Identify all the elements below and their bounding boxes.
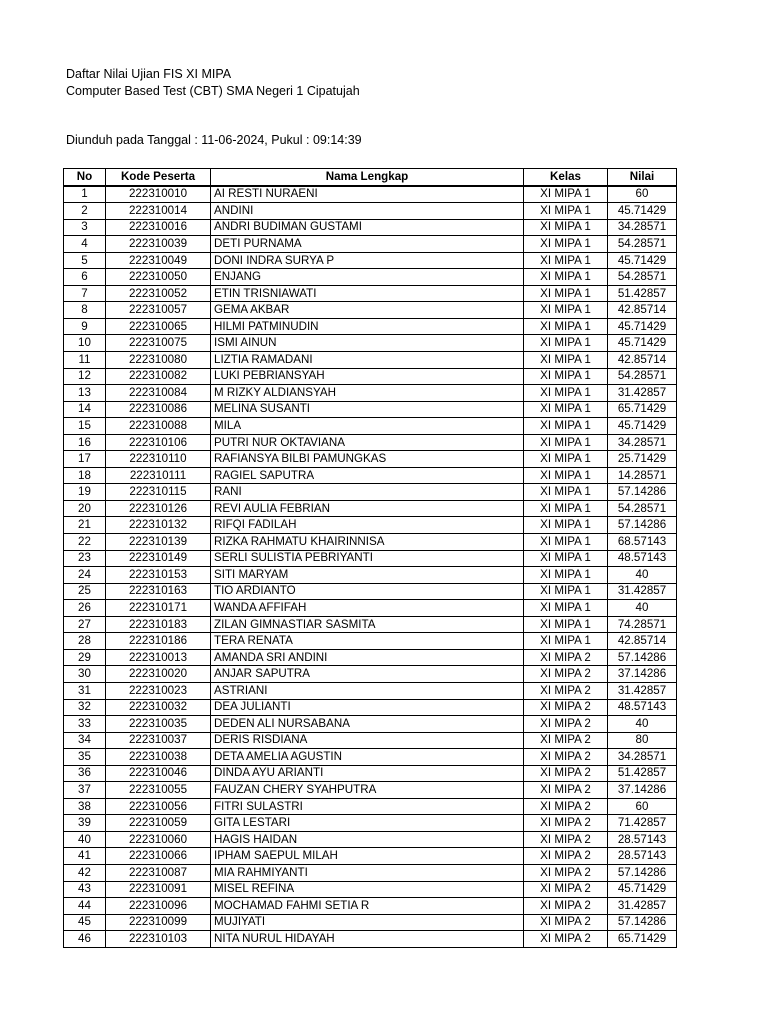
table-row bbox=[64, 931, 677, 948]
grades-table bbox=[63, 168, 677, 948]
row-number-cell: 24 bbox=[64, 567, 106, 584]
row-number-cell: 11 bbox=[64, 352, 106, 369]
row-number-cell: 15 bbox=[64, 418, 106, 435]
kode-peserta-cell: 222310075 bbox=[106, 335, 211, 352]
nama-lengkap-cell: DERIS RISDIANA bbox=[211, 732, 524, 749]
kode-peserta-cell: 222310059 bbox=[106, 815, 211, 832]
nama-lengkap-cell: RAGIEL SAPUTRA bbox=[211, 467, 524, 484]
kode-peserta-cell: 222310153 bbox=[106, 567, 211, 584]
kode-peserta-cell: 222310080 bbox=[106, 352, 211, 369]
kelas-cell: XI MIPA 1 bbox=[524, 418, 608, 435]
kode-peserta-cell: 222310038 bbox=[106, 749, 211, 766]
kelas-cell: XI MIPA 2 bbox=[524, 649, 608, 666]
kelas-cell: XI MIPA 2 bbox=[524, 798, 608, 815]
kelas-cell: XI MIPA 2 bbox=[524, 782, 608, 799]
nama-lengkap-cell: AMANDA SRI ANDINI bbox=[211, 649, 524, 666]
nilai-cell: 54.28571 bbox=[608, 368, 677, 385]
row-number-cell: 6 bbox=[64, 269, 106, 286]
kode-peserta-cell: 222310103 bbox=[106, 931, 211, 948]
nilai-cell: 65.71429 bbox=[608, 401, 677, 418]
nama-lengkap-cell: WANDA AFFIFAH bbox=[211, 600, 524, 617]
table-header-row bbox=[64, 169, 677, 186]
row-number-cell: 1 bbox=[64, 186, 106, 203]
kelas-cell: XI MIPA 1 bbox=[524, 219, 608, 236]
row-number-cell: 20 bbox=[64, 500, 106, 517]
nama-lengkap-cell: ENJANG bbox=[211, 269, 524, 286]
row-number-cell: 12 bbox=[64, 368, 106, 385]
kelas-cell: XI MIPA 1 bbox=[524, 451, 608, 468]
kode-peserta-cell: 222310055 bbox=[106, 782, 211, 799]
row-number-cell: 3 bbox=[64, 219, 106, 236]
kode-peserta-cell: 222310087 bbox=[106, 864, 211, 881]
kode-peserta-cell: 222310056 bbox=[106, 798, 211, 815]
row-number-cell: 7 bbox=[64, 285, 106, 302]
kode-peserta-cell: 222310096 bbox=[106, 898, 211, 915]
table-row bbox=[64, 534, 677, 551]
kelas-cell: XI MIPA 2 bbox=[524, 898, 608, 915]
kode-peserta-cell: 222310115 bbox=[106, 484, 211, 501]
row-number-cell: 32 bbox=[64, 699, 106, 716]
table-row bbox=[64, 335, 677, 352]
nama-lengkap-cell: AI RESTI NURAENI bbox=[211, 186, 524, 203]
nama-lengkap-cell: RAFIANSYA BILBI PAMUNGKAS bbox=[211, 451, 524, 468]
row-number-cell: 16 bbox=[64, 434, 106, 451]
nama-lengkap-cell: DETI PURNAMA bbox=[211, 236, 524, 253]
nilai-cell: 25.71429 bbox=[608, 451, 677, 468]
kode-peserta-cell: 222310139 bbox=[106, 534, 211, 551]
kelas-cell: XI MIPA 1 bbox=[524, 368, 608, 385]
kelas-cell: XI MIPA 1 bbox=[524, 567, 608, 584]
row-number-cell: 17 bbox=[64, 451, 106, 468]
table-row bbox=[64, 600, 677, 617]
kelas-cell: XI MIPA 2 bbox=[524, 682, 608, 699]
kode-peserta-cell: 222310132 bbox=[106, 517, 211, 534]
table-row bbox=[64, 898, 677, 915]
nilai-cell: 57.14286 bbox=[608, 649, 677, 666]
nilai-cell: 57.14286 bbox=[608, 484, 677, 501]
nama-lengkap-cell: DINDA AYU ARIANTI bbox=[211, 765, 524, 782]
row-number-cell: 18 bbox=[64, 467, 106, 484]
nama-lengkap-cell: SERLI SULISTIA PEBRIYANTI bbox=[211, 550, 524, 567]
row-number-cell: 31 bbox=[64, 682, 106, 699]
nama-lengkap-cell: MILA bbox=[211, 418, 524, 435]
kode-peserta-cell: 222310052 bbox=[106, 285, 211, 302]
row-number-cell: 27 bbox=[64, 616, 106, 633]
kelas-cell: XI MIPA 1 bbox=[524, 534, 608, 551]
nama-lengkap-cell: GITA LESTARI bbox=[211, 815, 524, 832]
row-number-cell: 19 bbox=[64, 484, 106, 501]
table-row bbox=[64, 302, 677, 319]
nama-lengkap-cell: MELINA SUSANTI bbox=[211, 401, 524, 418]
kelas-cell: XI MIPA 2 bbox=[524, 765, 608, 782]
row-number-cell: 13 bbox=[64, 385, 106, 402]
nama-lengkap-cell: MIA RAHMIYANTI bbox=[211, 864, 524, 881]
kelas-cell: XI MIPA 2 bbox=[524, 749, 608, 766]
row-number-cell: 14 bbox=[64, 401, 106, 418]
nama-lengkap-cell: M RIZKY ALDIANSYAH bbox=[211, 385, 524, 402]
row-number-cell: 39 bbox=[64, 815, 106, 832]
row-number-cell: 9 bbox=[64, 318, 106, 335]
table-row bbox=[64, 633, 677, 650]
kelas-cell: XI MIPA 1 bbox=[524, 236, 608, 253]
nilai-cell: 42.85714 bbox=[608, 633, 677, 650]
row-number-cell: 33 bbox=[64, 716, 106, 733]
nama-lengkap-cell: RIFQI FADILAH bbox=[211, 517, 524, 534]
kode-peserta-cell: 222310035 bbox=[106, 716, 211, 733]
nilai-cell: 40 bbox=[608, 600, 677, 617]
kelas-cell: XI MIPA 2 bbox=[524, 732, 608, 749]
column-header-nilai: Nilai bbox=[608, 169, 677, 186]
kode-peserta-cell: 222310066 bbox=[106, 848, 211, 865]
nama-lengkap-cell: FITRI SULASTRI bbox=[211, 798, 524, 815]
kelas-cell: XI MIPA 1 bbox=[524, 467, 608, 484]
table-row bbox=[64, 352, 677, 369]
table-row bbox=[64, 567, 677, 584]
nilai-cell: 54.28571 bbox=[608, 236, 677, 253]
table-row bbox=[64, 500, 677, 517]
kode-peserta-cell: 222310065 bbox=[106, 318, 211, 335]
table-row bbox=[64, 467, 677, 484]
kelas-cell: XI MIPA 2 bbox=[524, 848, 608, 865]
table-row bbox=[64, 583, 677, 600]
nama-lengkap-cell: MOCHAMAD FAHMI SETIA R bbox=[211, 898, 524, 915]
nama-lengkap-cell: FAUZAN CHERY SYAHPUTRA bbox=[211, 782, 524, 799]
kode-peserta-cell: 222310106 bbox=[106, 434, 211, 451]
table-row bbox=[64, 616, 677, 633]
row-number-cell: 40 bbox=[64, 831, 106, 848]
table-row bbox=[64, 451, 677, 468]
nama-lengkap-cell: MISEL REFINA bbox=[211, 881, 524, 898]
kode-peserta-cell: 222310014 bbox=[106, 203, 211, 220]
row-number-cell: 23 bbox=[64, 550, 106, 567]
kode-peserta-cell: 222310111 bbox=[106, 467, 211, 484]
row-number-cell: 10 bbox=[64, 335, 106, 352]
row-number-cell: 38 bbox=[64, 798, 106, 815]
kelas-cell: XI MIPA 1 bbox=[524, 401, 608, 418]
table-row bbox=[64, 418, 677, 435]
kode-peserta-cell: 222310032 bbox=[106, 699, 211, 716]
kode-peserta-cell: 222310046 bbox=[106, 765, 211, 782]
column-header-no: No bbox=[64, 169, 106, 186]
row-number-cell: 35 bbox=[64, 749, 106, 766]
nama-lengkap-cell: ANDINI bbox=[211, 203, 524, 220]
nilai-cell: 37.14286 bbox=[608, 666, 677, 683]
kode-peserta-cell: 222310088 bbox=[106, 418, 211, 435]
nama-lengkap-cell: DETA AMELIA AGUSTIN bbox=[211, 749, 524, 766]
kelas-cell: XI MIPA 2 bbox=[524, 914, 608, 931]
nilai-cell: 45.71429 bbox=[608, 203, 677, 220]
nama-lengkap-cell: RANI bbox=[211, 484, 524, 501]
kode-peserta-cell: 222310060 bbox=[106, 831, 211, 848]
kelas-cell: XI MIPA 2 bbox=[524, 931, 608, 948]
nama-lengkap-cell: TERA RENATA bbox=[211, 633, 524, 650]
kode-peserta-cell: 222310010 bbox=[106, 186, 211, 203]
nilai-cell: 57.14286 bbox=[608, 517, 677, 534]
kelas-cell: XI MIPA 1 bbox=[524, 616, 608, 633]
nama-lengkap-cell: HILMI PATMINUDIN bbox=[211, 318, 524, 335]
row-number-cell: 30 bbox=[64, 666, 106, 683]
kelas-cell: XI MIPA 1 bbox=[524, 186, 608, 203]
kelas-cell: XI MIPA 1 bbox=[524, 633, 608, 650]
row-number-cell: 44 bbox=[64, 898, 106, 915]
kode-peserta-cell: 222310020 bbox=[106, 666, 211, 683]
nilai-cell: 57.14286 bbox=[608, 864, 677, 881]
nilai-cell: 57.14286 bbox=[608, 914, 677, 931]
nilai-cell: 28.57143 bbox=[608, 848, 677, 865]
nama-lengkap-cell: REVI AULIA FEBRIAN bbox=[211, 500, 524, 517]
table-row bbox=[64, 252, 677, 269]
nama-lengkap-cell: IPHAM SAEPUL MILAH bbox=[211, 848, 524, 865]
kode-peserta-cell: 222310091 bbox=[106, 881, 211, 898]
table-row bbox=[64, 517, 677, 534]
nilai-cell: 54.28571 bbox=[608, 500, 677, 517]
table-row bbox=[64, 732, 677, 749]
kelas-cell: XI MIPA 1 bbox=[524, 517, 608, 534]
row-number-cell: 41 bbox=[64, 848, 106, 865]
nilai-cell: 74.28571 bbox=[608, 616, 677, 633]
table-row bbox=[64, 798, 677, 815]
row-number-cell: 28 bbox=[64, 633, 106, 650]
kode-peserta-cell: 222310149 bbox=[106, 550, 211, 567]
kelas-cell: XI MIPA 1 bbox=[524, 203, 608, 220]
table-row bbox=[64, 385, 677, 402]
nilai-cell: 51.42857 bbox=[608, 765, 677, 782]
row-number-cell: 5 bbox=[64, 252, 106, 269]
nama-lengkap-cell: MUJIYATI bbox=[211, 914, 524, 931]
kelas-cell: XI MIPA 2 bbox=[524, 699, 608, 716]
nama-lengkap-cell: LUKI PEBRIANSYAH bbox=[211, 368, 524, 385]
kelas-cell: XI MIPA 1 bbox=[524, 550, 608, 567]
table-row bbox=[64, 186, 677, 203]
kelas-cell: XI MIPA 1 bbox=[524, 500, 608, 517]
nilai-cell: 51.42857 bbox=[608, 285, 677, 302]
kelas-cell: XI MIPA 1 bbox=[524, 318, 608, 335]
nama-lengkap-cell: TIO ARDIANTO bbox=[211, 583, 524, 600]
nama-lengkap-cell: ETIN TRISNIAWATI bbox=[211, 285, 524, 302]
nilai-cell: 71.42857 bbox=[608, 815, 677, 832]
kelas-cell: XI MIPA 1 bbox=[524, 434, 608, 451]
table-row bbox=[64, 682, 677, 699]
table-row bbox=[64, 219, 677, 236]
nama-lengkap-cell: HAGIS HAIDAN bbox=[211, 831, 524, 848]
nilai-cell: 65.71429 bbox=[608, 931, 677, 948]
kode-peserta-cell: 222310084 bbox=[106, 385, 211, 402]
kelas-cell: XI MIPA 1 bbox=[524, 600, 608, 617]
row-number-cell: 36 bbox=[64, 765, 106, 782]
kelas-cell: XI MIPA 1 bbox=[524, 302, 608, 319]
kode-peserta-cell: 222310099 bbox=[106, 914, 211, 931]
table-row bbox=[64, 269, 677, 286]
table-row bbox=[64, 914, 677, 931]
kode-peserta-cell: 222310013 bbox=[106, 649, 211, 666]
nilai-cell: 31.42857 bbox=[608, 682, 677, 699]
row-number-cell: 37 bbox=[64, 782, 106, 799]
nilai-cell: 31.42857 bbox=[608, 583, 677, 600]
kode-peserta-cell: 222310023 bbox=[106, 682, 211, 699]
row-number-cell: 21 bbox=[64, 517, 106, 534]
table-row bbox=[64, 666, 677, 683]
kelas-cell: XI MIPA 1 bbox=[524, 583, 608, 600]
kode-peserta-cell: 222310171 bbox=[106, 600, 211, 617]
kode-peserta-cell: 222310110 bbox=[106, 451, 211, 468]
row-number-cell: 8 bbox=[64, 302, 106, 319]
kelas-cell: XI MIPA 2 bbox=[524, 815, 608, 832]
table-row bbox=[64, 716, 677, 733]
nilai-cell: 45.71429 bbox=[608, 252, 677, 269]
row-number-cell: 45 bbox=[64, 914, 106, 931]
row-number-cell: 34 bbox=[64, 732, 106, 749]
nama-lengkap-cell: GEMA AKBAR bbox=[211, 302, 524, 319]
kode-peserta-cell: 222310037 bbox=[106, 732, 211, 749]
table-row bbox=[64, 782, 677, 799]
download-timestamp: Diunduh pada Tanggal : 11-06-2024, Pukul : 09:14:39 bbox=[66, 133, 362, 147]
nama-lengkap-cell: DEA JULIANTI bbox=[211, 699, 524, 716]
table-row bbox=[64, 203, 677, 220]
kelas-cell: XI MIPA 1 bbox=[524, 269, 608, 286]
table-row bbox=[64, 881, 677, 898]
kelas-cell: XI MIPA 1 bbox=[524, 252, 608, 269]
kelas-cell: XI MIPA 1 bbox=[524, 385, 608, 402]
nama-lengkap-cell: LIZTIA RAMADANI bbox=[211, 352, 524, 369]
row-number-cell: 25 bbox=[64, 583, 106, 600]
nilai-cell: 45.71429 bbox=[608, 881, 677, 898]
column-header-nama-lengkap: Nama Lengkap bbox=[211, 169, 524, 186]
row-number-cell: 22 bbox=[64, 534, 106, 551]
nilai-cell: 60 bbox=[608, 186, 677, 203]
row-number-cell: 26 bbox=[64, 600, 106, 617]
nama-lengkap-cell: SITI MARYAM bbox=[211, 567, 524, 584]
document-subtitle: Computer Based Test (CBT) SMA Negeri 1 Cipatujah bbox=[66, 84, 360, 98]
kode-peserta-cell: 222310039 bbox=[106, 236, 211, 253]
nama-lengkap-cell: NITA NURUL HIDAYAH bbox=[211, 931, 524, 948]
table-row bbox=[64, 285, 677, 302]
nilai-cell: 31.42857 bbox=[608, 385, 677, 402]
table-row bbox=[64, 368, 677, 385]
nama-lengkap-cell: ASTRIANI bbox=[211, 682, 524, 699]
kode-peserta-cell: 222310086 bbox=[106, 401, 211, 418]
nilai-cell: 42.85714 bbox=[608, 352, 677, 369]
kelas-cell: XI MIPA 2 bbox=[524, 716, 608, 733]
table-row bbox=[64, 848, 677, 865]
document-header bbox=[66, 66, 360, 100]
nilai-cell: 42.85714 bbox=[608, 302, 677, 319]
nilai-cell: 37.14286 bbox=[608, 782, 677, 799]
nilai-cell: 34.28571 bbox=[608, 434, 677, 451]
kelas-cell: XI MIPA 2 bbox=[524, 864, 608, 881]
nama-lengkap-cell: ANDRI BUDIMAN GUSTAMI bbox=[211, 219, 524, 236]
kode-peserta-cell: 222310163 bbox=[106, 583, 211, 600]
row-number-cell: 4 bbox=[64, 236, 106, 253]
nilai-cell: 40 bbox=[608, 567, 677, 584]
table-row bbox=[64, 831, 677, 848]
row-number-cell: 2 bbox=[64, 203, 106, 220]
nilai-cell: 34.28571 bbox=[608, 219, 677, 236]
nama-lengkap-cell: ANJAR SAPUTRA bbox=[211, 666, 524, 683]
kelas-cell: XI MIPA 1 bbox=[524, 484, 608, 501]
nilai-cell: 54.28571 bbox=[608, 269, 677, 286]
nilai-cell: 48.57143 bbox=[608, 550, 677, 567]
table-row bbox=[64, 749, 677, 766]
nilai-cell: 45.71429 bbox=[608, 418, 677, 435]
table-row bbox=[64, 649, 677, 666]
table-body bbox=[64, 186, 677, 948]
nilai-cell: 28.57143 bbox=[608, 831, 677, 848]
nama-lengkap-cell: RIZKA RAHMATU KHAIRINNISA bbox=[211, 534, 524, 551]
table-row bbox=[64, 550, 677, 567]
table-row bbox=[64, 434, 677, 451]
row-number-cell: 29 bbox=[64, 649, 106, 666]
column-header-kelas: Kelas bbox=[524, 169, 608, 186]
nama-lengkap-cell: ZILAN GIMNASTIAR SASMITA bbox=[211, 616, 524, 633]
table-row bbox=[64, 318, 677, 335]
nama-lengkap-cell: PUTRI NUR OKTAVIANA bbox=[211, 434, 524, 451]
kode-peserta-cell: 222310049 bbox=[106, 252, 211, 269]
kelas-cell: XI MIPA 1 bbox=[524, 285, 608, 302]
row-number-cell: 43 bbox=[64, 881, 106, 898]
kelas-cell: XI MIPA 1 bbox=[524, 335, 608, 352]
kode-peserta-cell: 222310082 bbox=[106, 368, 211, 385]
nama-lengkap-cell: DONI INDRA SURYA P bbox=[211, 252, 524, 269]
table-row bbox=[64, 401, 677, 418]
nilai-cell: 68.57143 bbox=[608, 534, 677, 551]
nilai-cell: 45.71429 bbox=[608, 335, 677, 352]
table-row bbox=[64, 484, 677, 501]
kode-peserta-cell: 222310186 bbox=[106, 633, 211, 650]
nilai-cell: 45.71429 bbox=[608, 318, 677, 335]
nilai-cell: 60 bbox=[608, 798, 677, 815]
table-row bbox=[64, 864, 677, 881]
column-header-kode-peserta: Kode Peserta bbox=[106, 169, 211, 186]
nilai-cell: 40 bbox=[608, 716, 677, 733]
nilai-cell: 31.42857 bbox=[608, 898, 677, 915]
kode-peserta-cell: 222310016 bbox=[106, 219, 211, 236]
kelas-cell: XI MIPA 2 bbox=[524, 666, 608, 683]
nilai-cell: 80 bbox=[608, 732, 677, 749]
table-row bbox=[64, 699, 677, 716]
document-title: Daftar Nilai Ujian FIS XI MIPA bbox=[66, 67, 232, 81]
nama-lengkap-cell: DEDEN ALI NURSABANA bbox=[211, 716, 524, 733]
nilai-cell: 48.57143 bbox=[608, 699, 677, 716]
table-row bbox=[64, 236, 677, 253]
kelas-cell: XI MIPA 1 bbox=[524, 352, 608, 369]
kelas-cell: XI MIPA 2 bbox=[524, 881, 608, 898]
kode-peserta-cell: 222310050 bbox=[106, 269, 211, 286]
kode-peserta-cell: 222310057 bbox=[106, 302, 211, 319]
nilai-cell: 14.28571 bbox=[608, 467, 677, 484]
row-number-cell: 42 bbox=[64, 864, 106, 881]
nama-lengkap-cell: ISMI AINUN bbox=[211, 335, 524, 352]
kode-peserta-cell: 222310126 bbox=[106, 500, 211, 517]
row-number-cell: 46 bbox=[64, 931, 106, 948]
table-row bbox=[64, 765, 677, 782]
kode-peserta-cell: 222310183 bbox=[106, 616, 211, 633]
nilai-cell: 34.28571 bbox=[608, 749, 677, 766]
table-row bbox=[64, 815, 677, 832]
kelas-cell: XI MIPA 2 bbox=[524, 831, 608, 848]
